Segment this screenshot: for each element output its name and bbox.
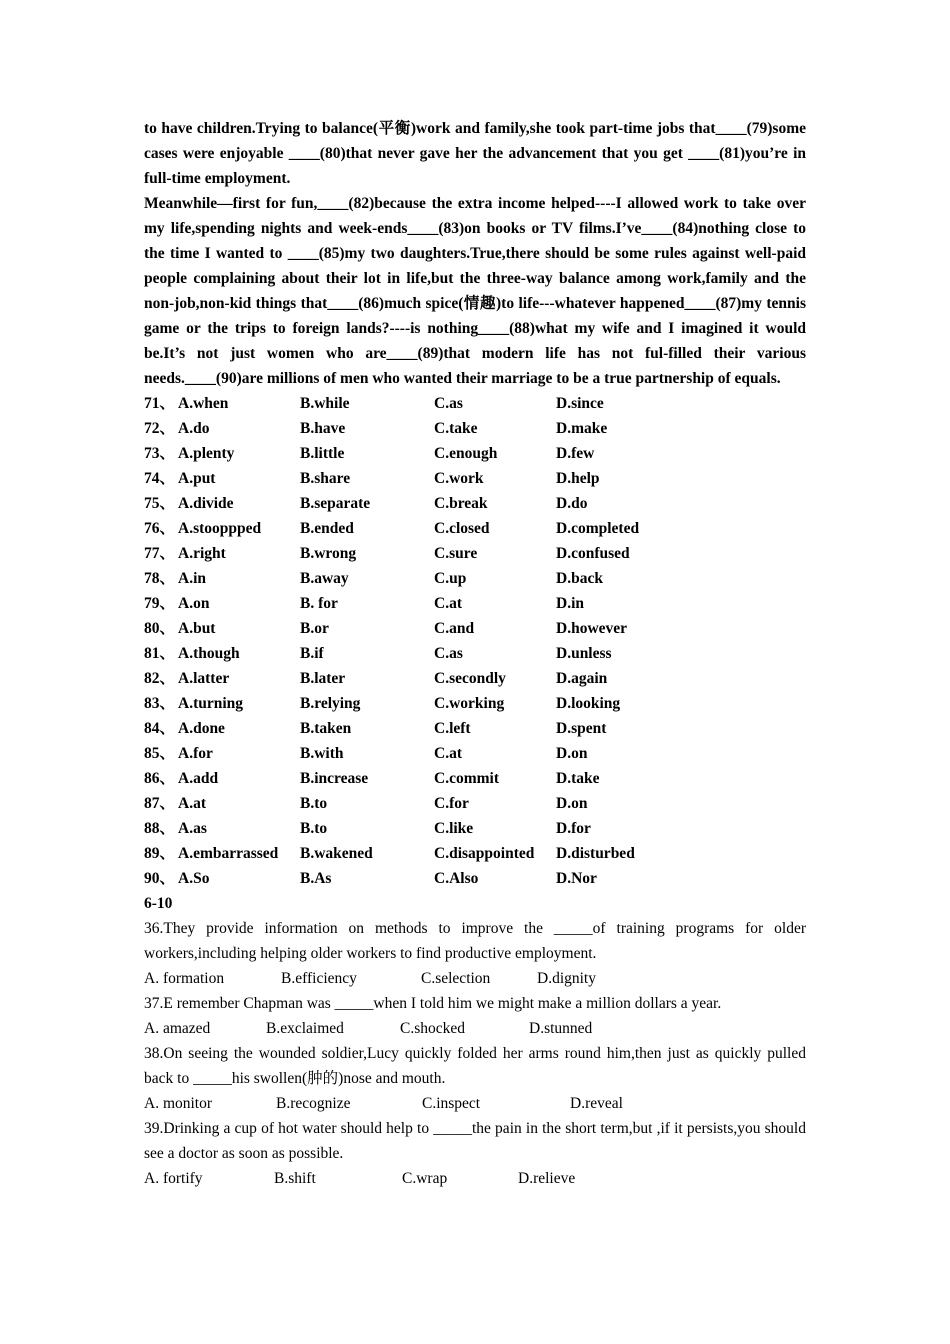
- passage-paragraph-2: Meanwhile—first for fun,____(82)because the extra income helped----I allowed work to take over my life,spending nights and week-ends____(83)on books or TV films.I’ve____(84)nothing close to the time I wanted to ____(85)my two daughters.True,there should be some rules against well-paid people complaining about their lot in life,but the three-way balance among work,family and the non-job,non-kid things that____(86)much spice(情趣)to life---whatever happened____(87)my tennis game or the trips to foreign lands?----is nothing____(88)what my wife and I imagined it would be.It’s not just women who are____(89)that modern life has not ful-filled their various needs.____(90)are millions of men who wanted their marriage to be a true partnership of equals.: [144, 195, 806, 387]
- option-d: D.do: [556, 495, 588, 512]
- option-a: A.when: [178, 395, 229, 412]
- option-b: B.relying: [300, 695, 361, 712]
- question-stem: 37.E remember Chapman was _____when I told him we might make a million dollars a year.: [144, 995, 722, 1012]
- choice-b: B.shift: [274, 1170, 316, 1187]
- option-b: B.little: [300, 445, 345, 462]
- option-d: D.take: [556, 770, 600, 787]
- option-row: [144, 541, 806, 566]
- option-c: C.up: [434, 570, 467, 587]
- question-number: 84、: [144, 720, 176, 737]
- option-c: C.at: [434, 595, 462, 612]
- option-c: C.for: [434, 795, 469, 812]
- option-d: D.again: [556, 670, 608, 687]
- question-choices: [144, 1166, 806, 1191]
- option-c: C.break: [434, 495, 488, 512]
- option-d: D.looking: [556, 695, 621, 712]
- option-b: B.taken: [300, 720, 352, 737]
- option-c: C.at: [434, 745, 462, 762]
- question-stem: 38.On seeing the wounded soldier,Lucy quickly folded her arms round him,then just as quickly pulled back to _____his swollen(肿的)nose and mouth.: [144, 1045, 806, 1087]
- option-d: D.spent: [556, 720, 607, 737]
- option-a: A.but: [178, 620, 216, 637]
- option-b: B.share: [300, 470, 351, 487]
- question-number: 75、: [144, 495, 176, 512]
- option-a: A.put: [178, 470, 216, 487]
- choice-d: D.reveal: [570, 1095, 623, 1112]
- option-a: A.do: [178, 420, 210, 437]
- choice-a: A. formation: [144, 970, 225, 987]
- choice-c: C.wrap: [402, 1170, 448, 1187]
- option-c: C.commit: [434, 770, 499, 787]
- section-label: 6-10: [144, 895, 173, 912]
- question-stem: 36.They provide information on methods to improve the _____of training programs for older workers,including helping older workers to find productive employment.: [144, 920, 806, 962]
- choice-c: C.shocked: [400, 1020, 466, 1037]
- option-a: A.divide: [178, 495, 234, 512]
- option-b: B.wrong: [300, 545, 357, 562]
- option-b: B.while: [300, 395, 350, 412]
- option-b: B.away: [300, 570, 349, 587]
- option-row: [144, 641, 806, 666]
- option-d: D.for: [556, 820, 591, 837]
- option-b: B.to: [300, 820, 328, 837]
- option-b: B.to: [300, 795, 328, 812]
- option-row: [144, 816, 806, 841]
- question-choices: [144, 1016, 806, 1041]
- choice-d: D.relieve: [518, 1170, 576, 1187]
- option-a: A.right: [178, 545, 226, 562]
- option-d: D.since: [556, 395, 604, 412]
- option-b: B.with: [300, 745, 344, 762]
- option-a: A.stooppped: [178, 520, 262, 537]
- option-c: C.working: [434, 695, 505, 712]
- option-c: C.secondly: [434, 670, 506, 687]
- question-number: 86、: [144, 770, 176, 787]
- question-number: 79、: [144, 595, 176, 612]
- option-b: B.or: [300, 620, 329, 637]
- question-number: 71、: [144, 395, 176, 412]
- passage-paragraph-1: to have children.Trying to balance(平衡)work and family,she took part-time jobs that____(79)some cases were enjoyable ____(80)that never gave her the advancement that you get ____(81)you’re in full-time employment.: [144, 120, 806, 187]
- option-d: D.on: [556, 745, 588, 762]
- option-row: [144, 466, 806, 491]
- option-d: D.in: [556, 595, 584, 612]
- option-row: [144, 416, 806, 441]
- option-c: C.disappointed: [434, 845, 535, 862]
- option-b: B.increase: [300, 770, 369, 787]
- option-c: C.as: [434, 645, 463, 662]
- option-d: D.Nor: [556, 870, 597, 887]
- option-a: A.add: [178, 770, 219, 787]
- choice-c: C.selection: [421, 970, 491, 987]
- option-a: A.in: [178, 570, 206, 587]
- option-b: B. for: [300, 595, 338, 612]
- option-row: [144, 866, 806, 891]
- option-d: D.disturbed: [556, 845, 635, 862]
- option-c: C.take: [434, 420, 478, 437]
- question-number: 81、: [144, 645, 176, 662]
- question-number: 72、: [144, 420, 176, 437]
- option-row: [144, 691, 806, 716]
- option-row: [144, 591, 806, 616]
- question-number: 88、: [144, 820, 176, 837]
- choice-a: A. monitor: [144, 1095, 213, 1112]
- option-d: D.few: [556, 445, 595, 462]
- option-a: A.on: [178, 595, 210, 612]
- option-row: [144, 791, 806, 816]
- cloze-options-list: [144, 391, 806, 891]
- question-number: 90、: [144, 870, 176, 887]
- option-a: A.though: [178, 645, 240, 662]
- option-d: D.however: [556, 620, 628, 637]
- option-a: A.embarrassed: [178, 845, 279, 862]
- option-row: [144, 616, 806, 641]
- choice-b: B.recognize: [276, 1095, 351, 1112]
- option-b: B.wakened: [300, 845, 373, 862]
- question-choices: [144, 1091, 806, 1116]
- option-c: C.as: [434, 395, 463, 412]
- choice-c: C.inspect: [422, 1095, 481, 1112]
- question-number: 82、: [144, 670, 176, 687]
- option-row: [144, 716, 806, 741]
- question-choices: [144, 966, 806, 991]
- option-c: C.and: [434, 620, 475, 637]
- option-d: D.help: [556, 470, 600, 487]
- question-number: 83、: [144, 695, 176, 712]
- option-d: D.completed: [556, 520, 640, 537]
- question-number: 85、: [144, 745, 176, 762]
- option-c: C.closed: [434, 520, 490, 537]
- option-a: A.latter: [178, 670, 230, 687]
- option-row: [144, 766, 806, 791]
- option-d: D.on: [556, 795, 588, 812]
- option-c: C.like: [434, 820, 474, 837]
- option-c: C.Also: [434, 870, 479, 887]
- option-row: [144, 491, 806, 516]
- option-row: [144, 841, 806, 866]
- option-a: A.for: [178, 745, 213, 762]
- option-row: [144, 566, 806, 591]
- question-stem: 39.Drinking a cup of hot water should help to _____the pain in the short term,but ,if it persists,you should see a doctor as soon as possible.: [144, 1120, 806, 1162]
- option-a: A.plenty: [178, 445, 235, 462]
- option-row: [144, 391, 806, 416]
- option-row: [144, 441, 806, 466]
- choice-b: B.exclaimed: [266, 1020, 344, 1037]
- choice-d: D.stunned: [529, 1020, 593, 1037]
- option-a: A.as: [178, 820, 207, 837]
- option-c: C.sure: [434, 545, 478, 562]
- option-a: A.turning: [178, 695, 244, 712]
- option-b: B.As: [300, 870, 332, 887]
- choice-d: D.dignity: [537, 970, 596, 987]
- choice-a: A. fortify: [144, 1170, 203, 1187]
- question-number: 89、: [144, 845, 176, 862]
- questions-list: [144, 916, 806, 1191]
- question-number: 76、: [144, 520, 176, 537]
- option-a: A.So: [178, 870, 210, 887]
- option-b: B.if: [300, 645, 324, 662]
- option-a: A.done: [178, 720, 225, 737]
- choice-b: B.efficiency: [281, 970, 357, 987]
- question-number: 73、: [144, 445, 176, 462]
- option-row: [144, 516, 806, 541]
- choice-a: A. amazed: [144, 1020, 211, 1037]
- option-c: C.left: [434, 720, 471, 737]
- option-d: D.confused: [556, 545, 630, 562]
- option-a: A.at: [178, 795, 206, 812]
- option-c: C.work: [434, 470, 484, 487]
- option-b: B.have: [300, 420, 346, 437]
- option-d: D.back: [556, 570, 603, 587]
- option-b: B.ended: [300, 520, 354, 537]
- option-d: D.unless: [556, 645, 612, 662]
- option-b: B.later: [300, 670, 346, 687]
- option-row: [144, 741, 806, 766]
- question-number: 77、: [144, 545, 176, 562]
- document-page: [144, 116, 806, 1191]
- question-number: 74、: [144, 470, 176, 487]
- question-number: 80、: [144, 620, 176, 637]
- option-d: D.make: [556, 420, 608, 437]
- option-row: [144, 666, 806, 691]
- question-number: 87、: [144, 795, 176, 812]
- option-c: C.enough: [434, 445, 498, 462]
- option-b: B.separate: [300, 495, 371, 512]
- question-number: 78、: [144, 570, 176, 587]
